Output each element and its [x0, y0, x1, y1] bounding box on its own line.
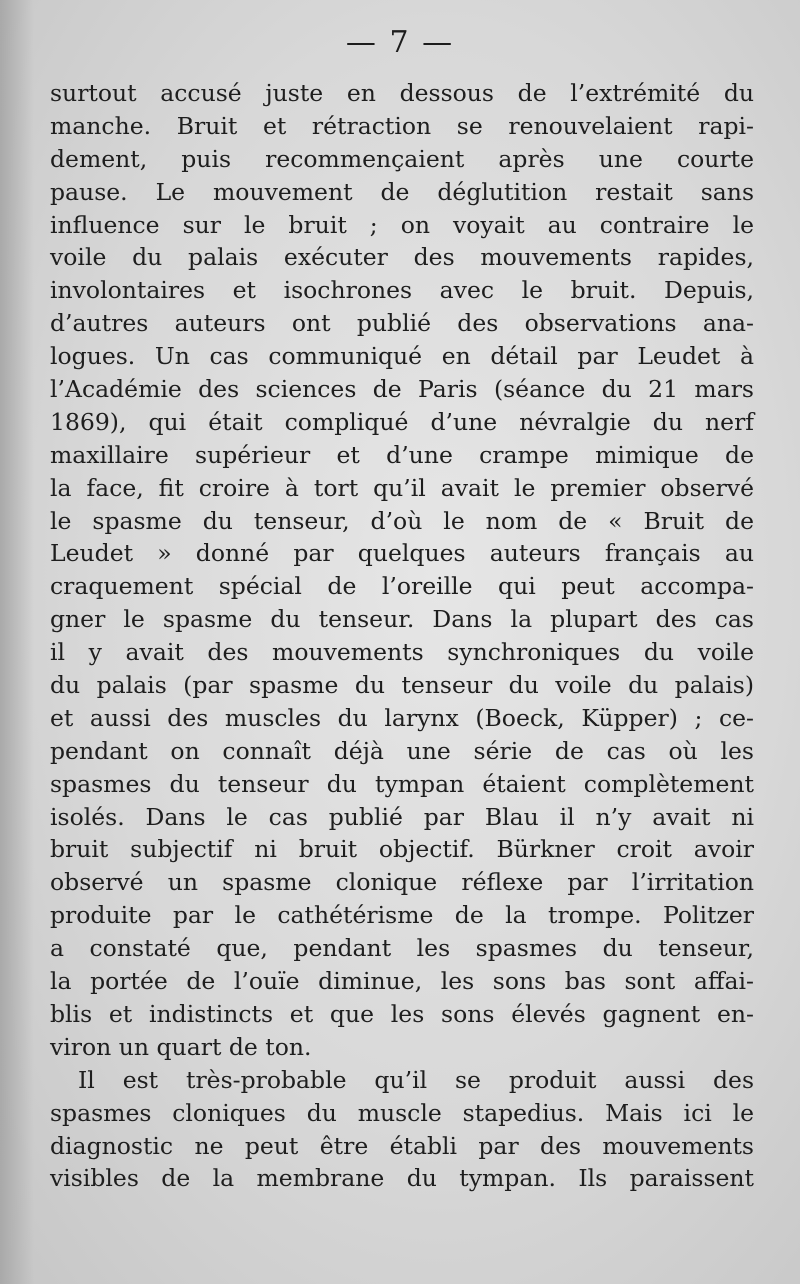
text-line: il y avait des mouvements synchroniques du voile: [50, 638, 754, 667]
text-line: spasmes cloniques du muscle stapedius. Mais ici le: [50, 1098, 754, 1127]
page-edge-shadow: [0, 0, 34, 1284]
text-line: a constaté que, pendant les spasmes du tenseur,: [50, 934, 754, 963]
text-line: involontaires et isochrones avec le bruit. Depuis,: [50, 276, 754, 305]
text-line: maxillaire supérieur et d’une crampe mimique de: [50, 440, 754, 469]
text-line: logues. Un cas communiqué en détail par Leudet à: [50, 342, 754, 371]
text-line: dement, puis recommençaient après une courte: [50, 144, 754, 173]
text-line: craquement spécial de l’oreille qui peut accompa-: [50, 572, 754, 601]
text-line: blis et indistincts et que les sons élevés gagnent en-: [50, 999, 754, 1028]
text-line: influence sur le bruit ; on voyait au contraire le: [50, 210, 754, 239]
body-text: [50, 77, 754, 1195]
text-line: Leudet » donné par quelques auteurs français au: [50, 539, 754, 568]
text-line: bruit subjectif ni bruit objectif. Bürkner croit avoir: [50, 835, 754, 864]
text-line: d’autres auteurs ont publié des observations ana-: [50, 309, 754, 338]
page-number: — 7 —: [345, 25, 455, 60]
text-line: 1869), qui était compliqué d’une névralgie du nerf: [50, 407, 754, 436]
text-line: isolés. Dans le cas publié par Blau il n’y avait ni: [50, 802, 754, 831]
text-line: produite par le cathétérisme de la trompe. Politzer: [50, 901, 754, 930]
text-line: l’Académie des sciences de Paris (séance du 21 mars: [50, 375, 754, 404]
text-line: du palais (par spasme du tenseur du voile du palais): [50, 671, 754, 700]
text-line: observé un spasme clonique réflexe par l’irritation: [50, 868, 754, 897]
text-line: manche. Bruit et rétraction se renouvelaient rapi-: [50, 111, 754, 140]
text-line: pause. Le mouvement de déglutition restait sans: [50, 177, 754, 206]
text-line: et aussi des muscles du larynx (Boeck, Küpper) ; ce-: [50, 703, 754, 732]
text-line: surtout accusé juste en dessous de l’extrémité du: [50, 79, 754, 107]
text-line: diagnostic ne peut être établi par des mouvements: [50, 1131, 754, 1160]
text-line: la portée de l’ouïe diminue, les sons bas sont affai-: [50, 967, 754, 996]
paragraph-end-line: viron un quart de ton.: [50, 1032, 312, 1061]
paragraph-start-line: Il est très-probable qu’il se produit aussi des: [78, 1065, 754, 1094]
text-line: le spasme du tenseur, d’où le nom de « Bruit de: [50, 506, 754, 535]
text-line: la face, fit croire à tort qu’il avait le premier observé: [50, 473, 754, 502]
text-line: spasmes du tenseur du tympan étaient complètement: [50, 769, 754, 798]
text-line: voile du palais exécuter des mouvements rapides,: [50, 243, 754, 272]
text-line: visibles de la membrane du tympan. Ils paraissent: [50, 1164, 754, 1193]
text-line: pendant on connaît déjà une série de cas où les: [50, 736, 754, 765]
text-line: gner le spasme du tenseur. Dans la plupart des cas: [50, 605, 754, 634]
